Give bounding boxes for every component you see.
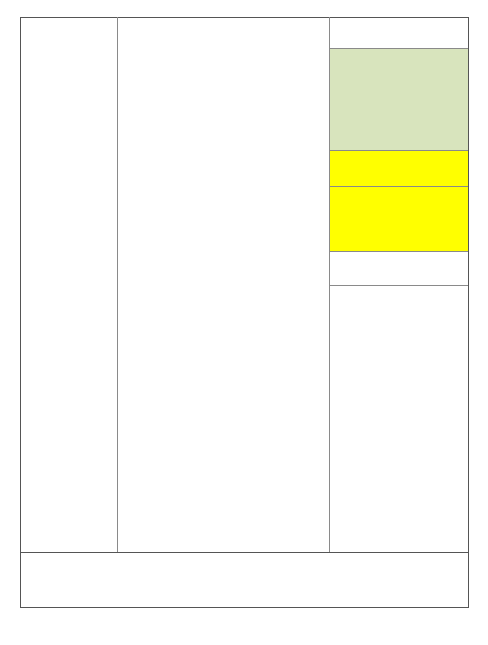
summary-divider (20, 552, 469, 553)
summary-box (20, 552, 469, 608)
green-summary-box (329, 49, 469, 151)
vertical-divider (117, 17, 118, 552)
single-dead-note-box (329, 252, 469, 286)
vertical-divider (329, 17, 330, 552)
yellow-note-box (329, 151, 469, 187)
date-box (329, 17, 469, 49)
yellow-numbers-box (329, 187, 469, 252)
lottery-summary-sheet (20, 17, 469, 608)
single-dead-numbers-box (329, 286, 469, 350)
